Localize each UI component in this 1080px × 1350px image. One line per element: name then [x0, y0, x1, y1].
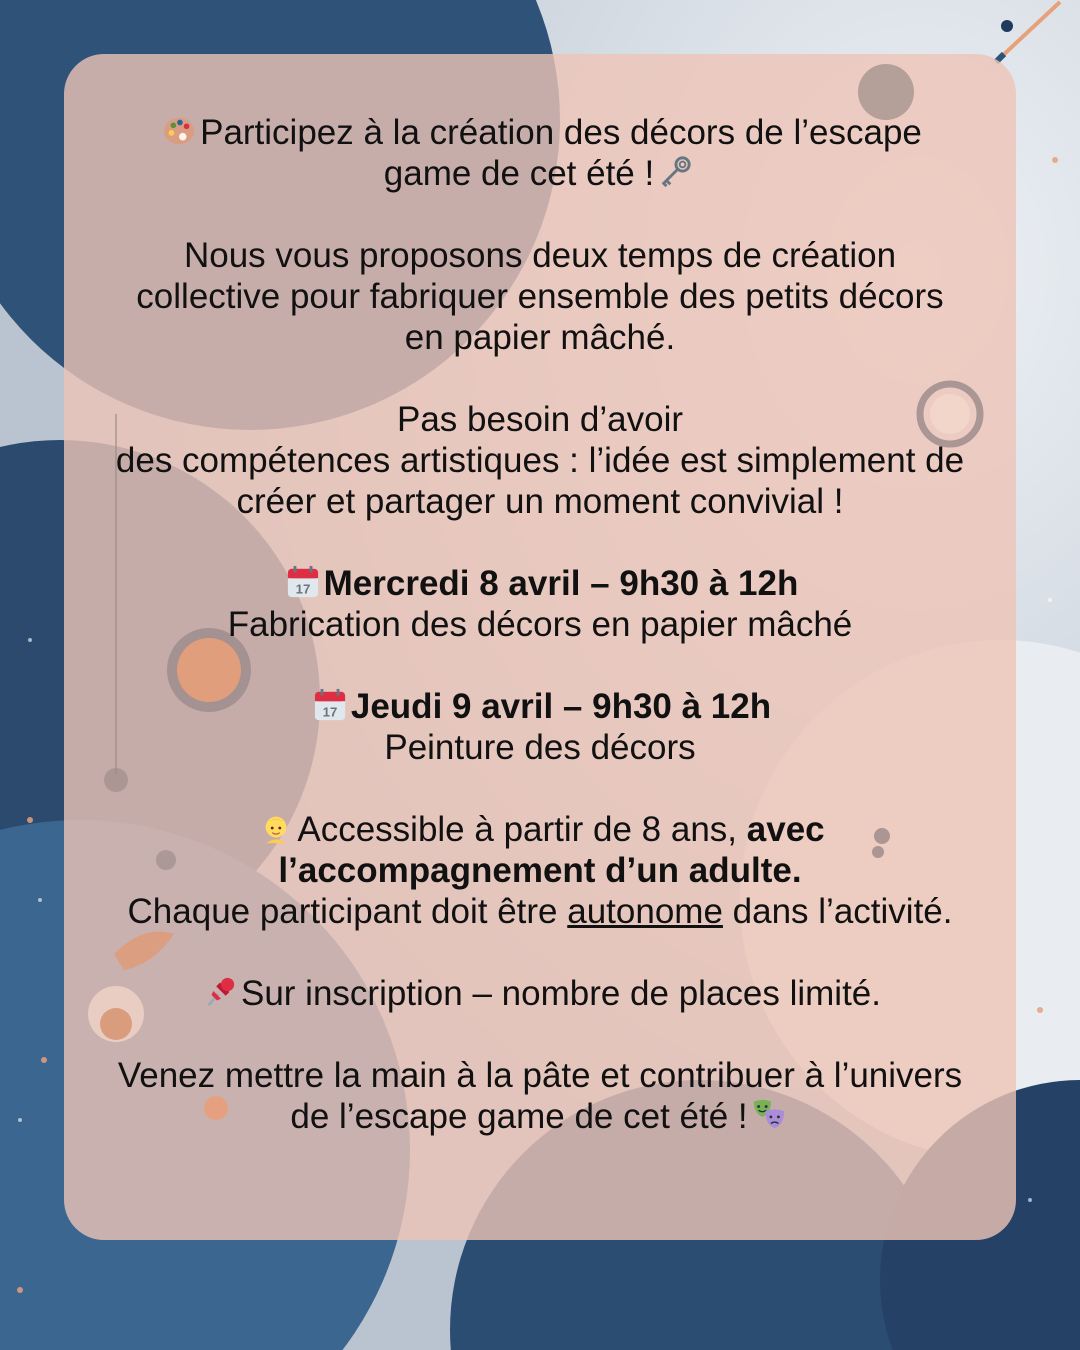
announcement-text	[0, 112, 1080, 1178]
description-line-2: collective pour fabriquer ensemble des petits décors	[136, 277, 944, 316]
closing-line-2-text: de l’escape game de cet été !	[290, 1097, 748, 1136]
registration-line	[0, 973, 1080, 1014]
svg-text:17: 17	[322, 704, 338, 720]
description-line-3: en papier mâché.	[404, 318, 676, 357]
access-text-bold-2: l’accompagnement d’un adulte.	[278, 851, 802, 890]
session-2	[0, 686, 1080, 768]
reassurance-paragraph	[0, 399, 1080, 522]
reassurance-line-2: des compétences artistiques : l’idée est simplement de	[115, 441, 965, 480]
session-2-title-line	[0, 686, 1080, 727]
access-line-3	[0, 891, 1080, 932]
closing-line-2	[0, 1096, 1080, 1137]
calendar-icon	[313, 688, 347, 722]
description-paragraph	[0, 235, 1080, 358]
intro-paragraph	[0, 112, 1080, 194]
session-1-activity: Fabrication des décors en papier mâché	[227, 605, 853, 644]
access-line-3-before: Chaque participant doit être	[127, 892, 558, 931]
closing-paragraph	[0, 1055, 1080, 1137]
child-icon	[259, 811, 293, 845]
intro-line-2-text: game de cet été !	[383, 154, 655, 193]
registration-paragraph	[0, 973, 1080, 1014]
session-1-title: Mercredi 8 avril – 9h30 à 12h	[323, 564, 799, 603]
closing-line-1: Venez mettre la main à la pâte et contribuer à l’univers	[117, 1056, 963, 1095]
svg-text:17: 17	[295, 581, 310, 597]
artist-palette-icon	[162, 114, 196, 148]
session-1	[0, 563, 1080, 645]
access-autonome-underlined: autonome	[567, 892, 723, 931]
old-key-icon	[658, 155, 692, 189]
description-line-1: Nous vous proposons deux temps de création	[183, 236, 897, 275]
intro-line-1	[0, 112, 1080, 153]
access-line-1	[0, 809, 1080, 850]
calendar-icon	[286, 565, 320, 599]
access-paragraph	[0, 809, 1080, 932]
dot-decoration	[1001, 20, 1013, 32]
pushpin-icon	[203, 975, 237, 1009]
access-text-bold-1: avec	[746, 810, 825, 849]
session-1-title-line	[0, 563, 1080, 604]
intro-line-2	[0, 153, 1080, 194]
reassurance-line-3: créer et partager un moment convivial !	[236, 482, 844, 521]
intro-line-1-text: Participez à la création des décors de l’escape	[200, 113, 922, 152]
session-2-title: Jeudi 9 avril – 9h30 à 12h	[350, 687, 772, 726]
performing-arts-icon	[752, 1098, 786, 1132]
access-text-regular: Accessible à partir de 8 ans,	[297, 810, 738, 849]
session-2-activity: Peinture des décors	[384, 728, 696, 767]
access-line-3-after: dans l’activité.	[732, 892, 953, 931]
reassurance-line-1: Pas besoin d’avoir	[397, 400, 683, 439]
registration-text: Sur inscription – nombre de places limité.	[240, 974, 881, 1013]
